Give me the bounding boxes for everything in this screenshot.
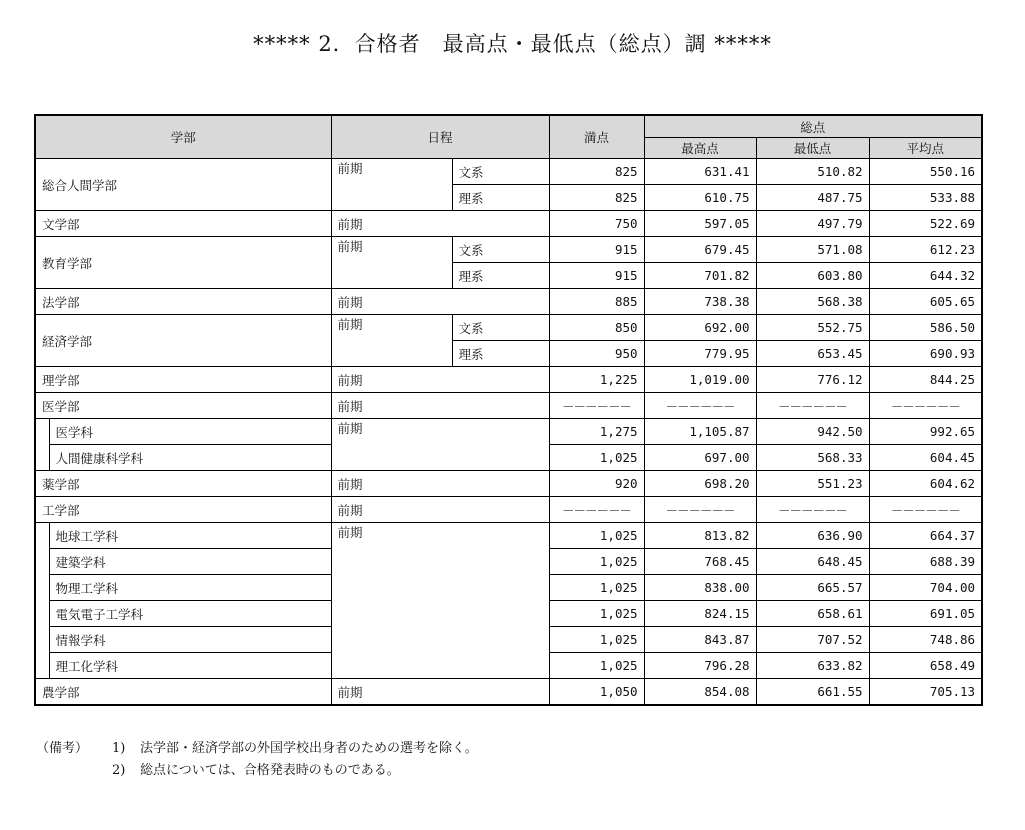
min-cell: 942.50 [756,419,869,445]
min-cell: －－－－－－ [756,393,869,419]
min-cell: 487.75 [756,185,869,211]
avg-cell: －－－－－－ [869,497,982,523]
avg-cell: 612.23 [869,237,982,263]
results-table [34,114,983,706]
note-number: 1) [112,741,126,756]
avg-cell: 690.93 [869,341,982,367]
faculty-name: 法学部 [35,289,331,315]
table-row [35,419,982,445]
avg-cell: 522.69 [869,211,982,237]
full-score-cell: －－－－－－ [549,497,644,523]
note-item [36,760,478,782]
header-max: 最高点 [644,138,756,159]
min-cell: 497.79 [756,211,869,237]
schedule-cell: 前期 [331,159,452,211]
department-name: 地球工学科 [49,523,331,549]
full-score-cell: 750 [549,211,644,237]
department-name: 建築学科 [49,549,331,575]
table-row [35,497,982,523]
schedule-cell: 前期 [331,523,549,679]
full-score-cell: 825 [549,185,644,211]
table-row [35,471,982,497]
full-score-cell: 1,225 [549,367,644,393]
avg-cell: 704.00 [869,575,982,601]
schedule-cell: 前期 [331,211,549,237]
faculty-name: 工学部 [35,497,331,523]
min-cell: 707.52 [756,627,869,653]
header-avg: 平均点 [869,138,982,159]
max-cell: 692.00 [644,315,756,341]
full-score-cell: 1,025 [549,627,644,653]
page-title: ***** 2．合格者 最高点・最低点（総点）調 ***** [253,32,772,56]
header-faculty: 学部 [35,115,331,159]
max-cell: 631.41 [644,159,756,185]
note-text: 総点については、合格発表時のものである。 [140,763,400,778]
min-cell: 661.55 [756,679,869,706]
full-score-cell: 950 [549,341,644,367]
avg-cell: 605.65 [869,289,982,315]
avg-cell: 691.05 [869,601,982,627]
min-cell: －－－－－－ [756,497,869,523]
min-cell: 571.08 [756,237,869,263]
department-name: 電気電子工学科 [49,601,331,627]
min-cell: 636.90 [756,523,869,549]
max-cell: 824.15 [644,601,756,627]
table-row [35,211,982,237]
avg-cell: 533.88 [869,185,982,211]
max-cell: 796.28 [644,653,756,679]
department-name: 人間健康科学科 [49,445,331,471]
header-total: 総点 [644,115,982,138]
faculty-name: 経済学部 [35,315,331,367]
max-cell: 768.45 [644,549,756,575]
faculty-name: 医学部 [35,393,331,419]
max-cell: 697.00 [644,445,756,471]
avg-cell: －－－－－－ [869,393,982,419]
avg-cell: 604.45 [869,445,982,471]
full-score-cell: 1,025 [549,523,644,549]
avg-cell: 688.39 [869,549,982,575]
full-score-cell: 915 [549,263,644,289]
max-cell: 813.82 [644,523,756,549]
avg-cell: 992.65 [869,419,982,445]
header-schedule: 日程 [331,115,549,159]
min-cell: 603.80 [756,263,869,289]
note-item [36,738,478,760]
table-row [35,393,982,419]
schedule-cell: 前期 [331,471,549,497]
header-full-score: 満点 [549,115,644,159]
schedule-cell: 前期 [331,367,549,393]
faculty-name: 薬学部 [35,471,331,497]
schedule-cell: 前期 [331,237,452,289]
table-row [35,315,982,341]
max-cell: 838.00 [644,575,756,601]
max-cell: 779.95 [644,341,756,367]
faculty-name: 理学部 [35,367,331,393]
table-row [35,679,982,706]
table-row [35,237,982,263]
max-cell: 610.75 [644,185,756,211]
full-score-cell: 1,025 [549,601,644,627]
avg-cell: 664.37 [869,523,982,549]
track-cell: 文系 [452,159,549,185]
full-score-cell: 1,275 [549,419,644,445]
avg-cell: 705.13 [869,679,982,706]
min-cell: 776.12 [756,367,869,393]
full-score-cell: 825 [549,159,644,185]
avg-cell: 844.25 [869,367,982,393]
track-cell: 理系 [452,185,549,211]
max-cell: 1,019.00 [644,367,756,393]
max-cell: 738.38 [644,289,756,315]
track-cell: 理系 [452,263,549,289]
full-score-cell: 885 [549,289,644,315]
indent-cell [35,419,49,471]
note-text: 法学部・経済学部の外国学校出身者のための選考を除く。 [140,741,478,756]
table-row [35,367,982,393]
min-cell: 658.61 [756,601,869,627]
max-cell: 1,105.87 [644,419,756,445]
track-cell: 理系 [452,341,549,367]
track-cell: 文系 [452,237,549,263]
department-name: 理工化学科 [49,653,331,679]
notes-label: （備考） [36,741,89,756]
avg-cell: 658.49 [869,653,982,679]
avg-cell: 586.50 [869,315,982,341]
department-name: 情報学科 [49,627,331,653]
avg-cell: 644.32 [869,263,982,289]
min-cell: 633.82 [756,653,869,679]
note-number: 2) [112,763,126,778]
max-cell: －－－－－－ [644,497,756,523]
min-cell: 648.45 [756,549,869,575]
full-score-cell: 915 [549,237,644,263]
schedule-cell: 前期 [331,393,549,419]
full-score-cell: 920 [549,471,644,497]
max-cell: －－－－－－ [644,393,756,419]
notes [36,738,478,782]
table-row [35,523,982,549]
track-cell: 文系 [452,315,549,341]
schedule-cell: 前期 [331,679,549,706]
min-cell: 568.33 [756,445,869,471]
faculty-name: 文学部 [35,211,331,237]
max-cell: 679.45 [644,237,756,263]
max-cell: 701.82 [644,263,756,289]
min-cell: 665.57 [756,575,869,601]
schedule-cell: 前期 [331,315,452,367]
faculty-name: 教育学部 [35,237,331,289]
department-name: 医学科 [49,419,331,445]
max-cell: 698.20 [644,471,756,497]
schedule-cell: 前期 [331,419,549,471]
max-cell: 854.08 [644,679,756,706]
full-score-cell: 1,025 [549,549,644,575]
full-score-cell: 1,025 [549,445,644,471]
full-score-cell: －－－－－－ [549,393,644,419]
table-row [35,289,982,315]
table-row [35,159,982,185]
min-cell: 510.82 [756,159,869,185]
min-cell: 653.45 [756,341,869,367]
avg-cell: 748.86 [869,627,982,653]
min-cell: 552.75 [756,315,869,341]
indent-cell [35,523,49,679]
min-cell: 568.38 [756,289,869,315]
header-row [35,115,982,138]
faculty-name: 総合人間学部 [35,159,331,211]
faculty-name: 農学部 [35,679,331,706]
full-score-cell: 850 [549,315,644,341]
full-score-cell: 1,025 [549,653,644,679]
header-min: 最低点 [756,138,869,159]
full-score-cell: 1,050 [549,679,644,706]
schedule-cell: 前期 [331,497,549,523]
schedule-cell: 前期 [331,289,549,315]
avg-cell: 550.16 [869,159,982,185]
max-cell: 597.05 [644,211,756,237]
avg-cell: 604.62 [869,471,982,497]
department-name: 物理工学科 [49,575,331,601]
full-score-cell: 1,025 [549,575,644,601]
max-cell: 843.87 [644,627,756,653]
min-cell: 551.23 [756,471,869,497]
